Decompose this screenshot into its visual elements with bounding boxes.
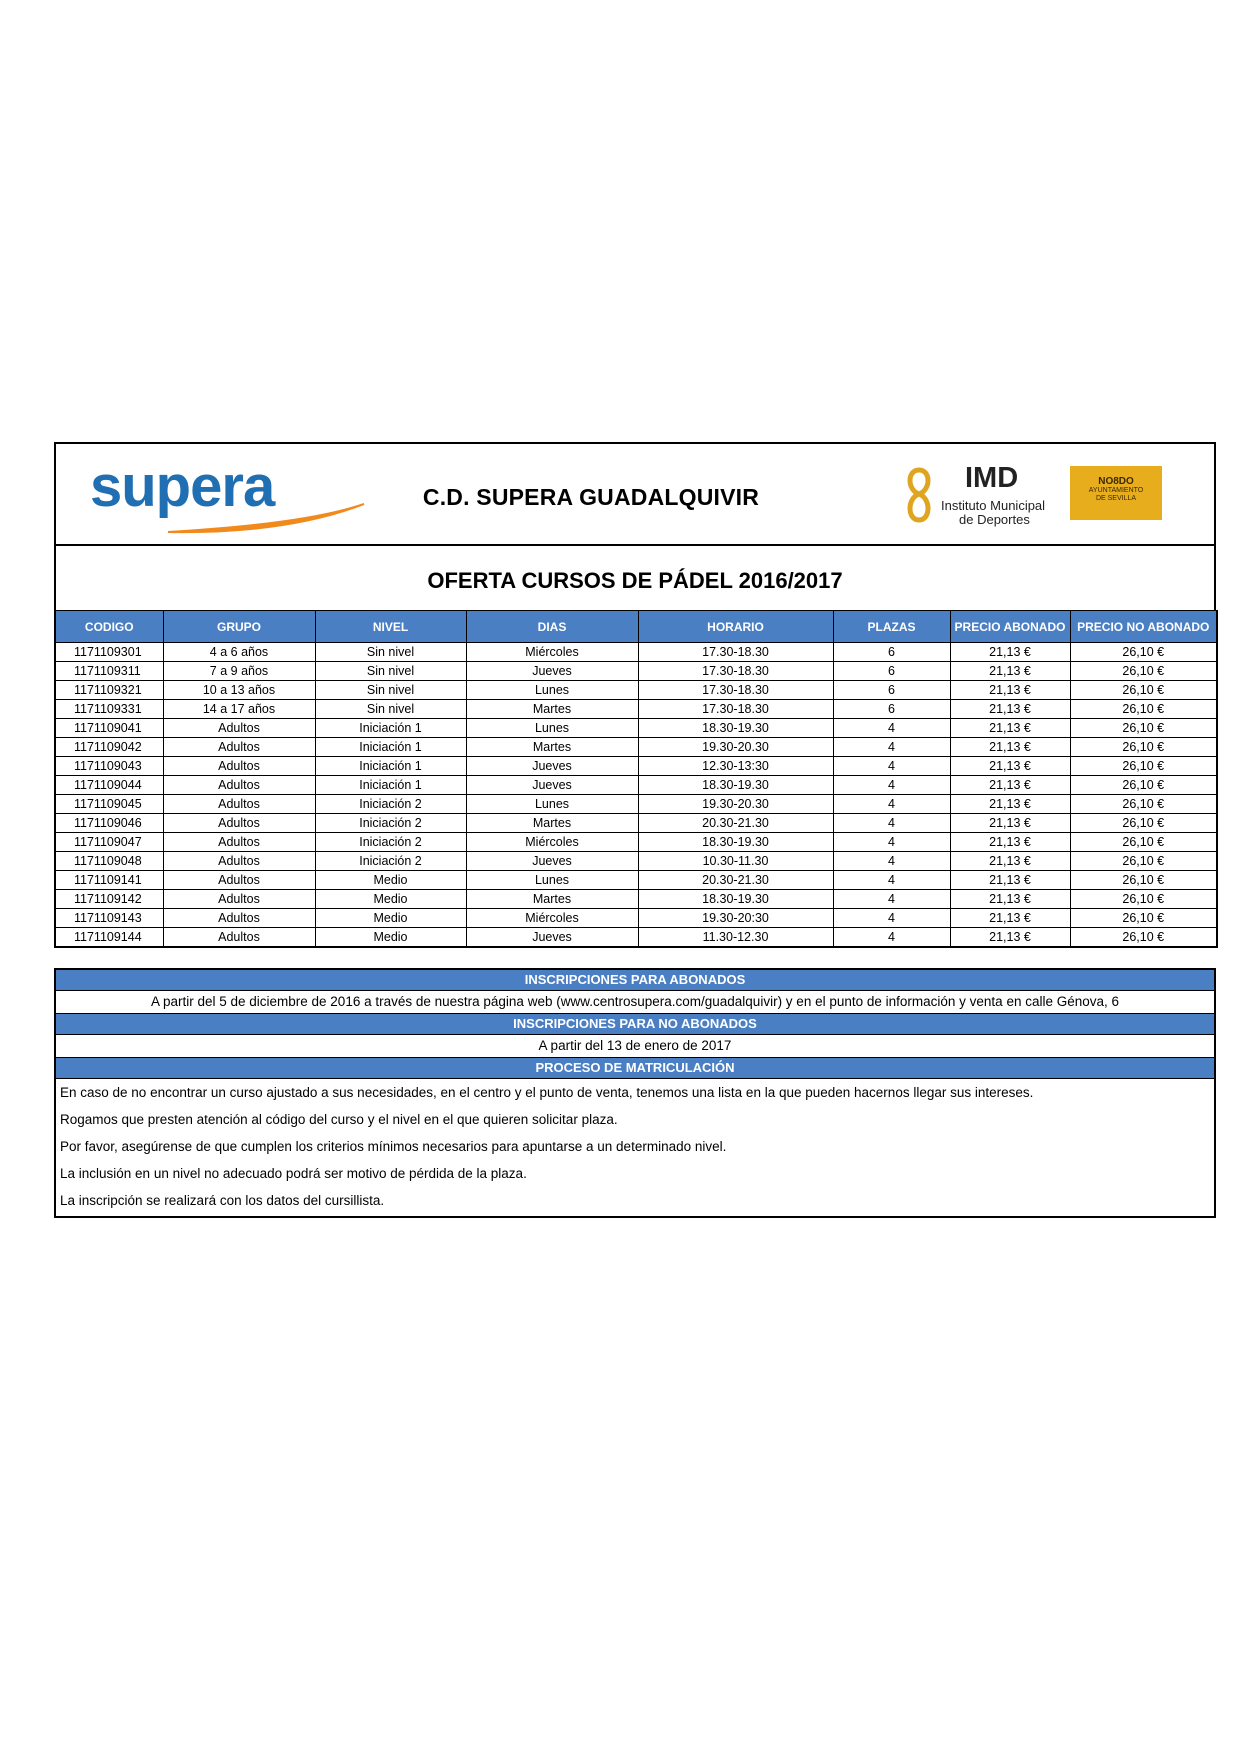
- cell-dias: Lunes: [466, 795, 638, 814]
- cell-horario: 18.30-19.30: [638, 833, 833, 852]
- cell-nivel: Iniciación 2: [315, 852, 466, 871]
- supera-logo: [86, 454, 376, 538]
- cell-nivel: Iniciación 1: [315, 757, 466, 776]
- cell-precio-abonado: 21,13 €: [950, 909, 1070, 928]
- cell-dias: Lunes: [466, 871, 638, 890]
- table-row: [55, 909, 1217, 928]
- cell-nivel: Sin nivel: [315, 681, 466, 700]
- cell-horario: 12.30-13:30: [638, 757, 833, 776]
- cell-plazas: 4: [833, 814, 950, 833]
- cell-grupo: Adultos: [163, 814, 315, 833]
- cell-horario: 18.30-19.30: [638, 776, 833, 795]
- cell-horario: 10.30-11.30: [638, 852, 833, 871]
- proceso-line: Por favor, asegúrense de que cumplen los criterios mínimos necesarios para apuntarse a un determinado nivel.: [60, 1139, 727, 1154]
- cell-precio-abonado: 21,13 €: [950, 719, 1070, 738]
- table-row: [55, 795, 1217, 814]
- column-header: DIAS: [466, 611, 638, 643]
- imd-subtitle-2: de Deportes: [959, 512, 1030, 527]
- cell-horario: 17.30-18.30: [638, 700, 833, 719]
- cell-precio-no-abonado: 26,10 €: [1070, 814, 1217, 833]
- column-header: PLAZAS: [833, 611, 950, 643]
- cell-precio-abonado: 21,13 €: [950, 757, 1070, 776]
- cell-nivel: Iniciación 2: [315, 833, 466, 852]
- cell-plazas: 4: [833, 719, 950, 738]
- cell-precio-abonado: 21,13 €: [950, 681, 1070, 700]
- cell-nivel: Medio: [315, 890, 466, 909]
- table-header-row: [55, 611, 1217, 643]
- cell-nivel: Iniciación 1: [315, 738, 466, 757]
- cell-precio-abonado: 21,13 €: [950, 928, 1070, 948]
- cell-precio-no-abonado: 26,10 €: [1070, 719, 1217, 738]
- cell-horario: 17.30-18.30: [638, 662, 833, 681]
- table-row: [55, 833, 1217, 852]
- cell-precio-no-abonado: 26,10 €: [1070, 833, 1217, 852]
- cell-dias: Miércoles: [466, 643, 638, 662]
- cell-dias: Jueves: [466, 776, 638, 795]
- cell-plazas: 4: [833, 852, 950, 871]
- proceso-line: La inclusión en un nivel no adecuado podrá ser motivo de pérdida de la plaza.: [60, 1166, 527, 1181]
- cell-codigo: 1171109047: [55, 833, 163, 852]
- cell-precio-no-abonado: 26,10 €: [1070, 871, 1217, 890]
- cell-horario: 17.30-18.30: [638, 643, 833, 662]
- cell-precio-no-abonado: 26,10 €: [1070, 852, 1217, 871]
- cell-precio-abonado: 21,13 €: [950, 852, 1070, 871]
- cell-plazas: 4: [833, 757, 950, 776]
- document-sheet: [54, 442, 1216, 1218]
- cell-dias: Jueves: [466, 928, 638, 948]
- cell-codigo: 1171109044: [55, 776, 163, 795]
- cell-plazas: 4: [833, 928, 950, 948]
- cell-nivel: Medio: [315, 928, 466, 948]
- cell-precio-abonado: 21,13 €: [950, 871, 1070, 890]
- cell-nivel: Sin nivel: [315, 643, 466, 662]
- cell-plazas: 6: [833, 662, 950, 681]
- cell-dias: Lunes: [466, 681, 638, 700]
- cell-grupo: Adultos: [163, 890, 315, 909]
- no-abonados-heading: INSCRIPCIONES PARA NO ABONADOS: [56, 1014, 1214, 1035]
- cell-codigo: 1171109042: [55, 738, 163, 757]
- proceso-line: Rogamos que presten atención al código del curso y el nivel en el que quieren solicitar plaza.: [60, 1112, 618, 1127]
- column-header: PRECIO NO ABONADO: [1070, 611, 1217, 643]
- cell-grupo: 14 a 17 años: [163, 700, 315, 719]
- table-row: [55, 852, 1217, 871]
- cell-nivel: Medio: [315, 871, 466, 890]
- cell-dias: Martes: [466, 890, 638, 909]
- cell-grupo: Adultos: [163, 871, 315, 890]
- cell-codigo: 1171109048: [55, 852, 163, 871]
- cell-nivel: Iniciación 2: [315, 795, 466, 814]
- cell-precio-no-abonado: 26,10 €: [1070, 757, 1217, 776]
- supera-logo-text: supera: [90, 454, 275, 519]
- cell-precio-no-abonado: 26,10 €: [1070, 795, 1217, 814]
- column-header: NIVEL: [315, 611, 466, 643]
- table-row: [55, 928, 1217, 948]
- cell-grupo: Adultos: [163, 776, 315, 795]
- table-row: [55, 738, 1217, 757]
- cell-precio-no-abonado: 26,10 €: [1070, 662, 1217, 681]
- cell-grupo: Adultos: [163, 833, 315, 852]
- cell-grupo: Adultos: [163, 757, 315, 776]
- cell-nivel: Iniciación 2: [315, 814, 466, 833]
- column-header: HORARIO: [638, 611, 833, 643]
- cell-precio-abonado: 21,13 €: [950, 890, 1070, 909]
- cell-plazas: 6: [833, 700, 950, 719]
- cell-precio-no-abonado: 26,10 €: [1070, 909, 1217, 928]
- table-row: [55, 776, 1217, 795]
- cell-precio-abonado: 21,13 €: [950, 833, 1070, 852]
- cell-plazas: 4: [833, 833, 950, 852]
- column-header: PRECIO ABONADO: [950, 611, 1070, 643]
- table-row: [55, 681, 1217, 700]
- cell-plazas: 4: [833, 909, 950, 928]
- header-box: [54, 442, 1216, 546]
- cell-horario: 19.30-20.30: [638, 795, 833, 814]
- abonados-heading: INSCRIPCIONES PARA ABONADOS: [56, 970, 1214, 991]
- cell-precio-abonado: 21,13 €: [950, 814, 1070, 833]
- cell-dias: Miércoles: [466, 833, 638, 852]
- cell-grupo: 4 a 6 años: [163, 643, 315, 662]
- cell-grupo: Adultos: [163, 738, 315, 757]
- cell-grupo: Adultos: [163, 719, 315, 738]
- cell-dias: Jueves: [466, 852, 638, 871]
- cell-horario: 19.30-20.30: [638, 738, 833, 757]
- cell-horario: 17.30-18.30: [638, 681, 833, 700]
- cell-dias: Martes: [466, 814, 638, 833]
- imd-title: IMD: [965, 462, 1019, 494]
- cell-nivel: Iniciación 1: [315, 776, 466, 795]
- column-header: GRUPO: [163, 611, 315, 643]
- imd-symbol-icon: [901, 466, 937, 524]
- cell-codigo: 1171109321: [55, 681, 163, 700]
- proceso-line: La inscripción se realizará con los datos del cursillista.: [60, 1193, 385, 1208]
- cell-grupo: Adultos: [163, 928, 315, 948]
- cell-codigo: 1171109301: [55, 643, 163, 662]
- cell-dias: Jueves: [466, 662, 638, 681]
- cell-plazas: 6: [833, 643, 950, 662]
- info-box: [54, 968, 1216, 1218]
- cell-precio-abonado: 21,13 €: [950, 795, 1070, 814]
- cell-horario: 11.30-12.30: [638, 928, 833, 948]
- table-body: [55, 643, 1217, 948]
- cell-nivel: Medio: [315, 909, 466, 928]
- cell-codigo: 1171109041: [55, 719, 163, 738]
- cell-precio-no-abonado: 26,10 €: [1070, 643, 1217, 662]
- club-name: C.D. SUPERA GUADALQUIVIR: [422, 484, 760, 510]
- cell-precio-abonado: 21,13 €: [950, 700, 1070, 719]
- cell-codigo: 1171109141: [55, 871, 163, 890]
- cell-dias: Lunes: [466, 719, 638, 738]
- proceso-list: [56, 1079, 1214, 1216]
- ayuntamiento-logo-line-2: DE SEVILLA: [1095, 495, 1137, 502]
- cell-dias: Miércoles: [466, 909, 638, 928]
- cell-precio-abonado: 21,13 €: [950, 738, 1070, 757]
- cell-precio-no-abonado: 26,10 €: [1070, 700, 1217, 719]
- cell-horario: 18.30-19.30: [638, 890, 833, 909]
- imd-subtitle-1: Instituto Municipal: [941, 498, 1046, 513]
- courses-table: [54, 610, 1218, 948]
- cell-dias: Martes: [466, 700, 638, 719]
- ayuntamiento-logo: [1070, 466, 1162, 520]
- cell-precio-no-abonado: 26,10 €: [1070, 738, 1217, 757]
- abonados-text: A partir del 5 de diciembre de 2016 a través de nuestra página web (www.centrosupera.com/guadalquivir) y en el punto de información y venta en calle Génova, 6: [56, 991, 1214, 1014]
- cell-codigo: 1171109311: [55, 662, 163, 681]
- cell-nivel: Sin nivel: [315, 700, 466, 719]
- cell-codigo: 1171109046: [55, 814, 163, 833]
- cell-codigo: 1171109045: [55, 795, 163, 814]
- cell-precio-abonado: 21,13 €: [950, 662, 1070, 681]
- cell-horario: 20.30-21.30: [638, 871, 833, 890]
- cell-codigo: 1171109144: [55, 928, 163, 948]
- cell-precio-no-abonado: 26,10 €: [1070, 681, 1217, 700]
- cell-grupo: 10 a 13 años: [163, 681, 315, 700]
- table-row: [55, 700, 1217, 719]
- cell-grupo: Adultos: [163, 909, 315, 928]
- cell-dias: Martes: [466, 738, 638, 757]
- cell-precio-abonado: 21,13 €: [950, 643, 1070, 662]
- table-row: [55, 643, 1217, 662]
- cell-grupo: Adultos: [163, 795, 315, 814]
- cell-horario: 20.30-21.30: [638, 814, 833, 833]
- title-box: [54, 546, 1216, 610]
- cell-plazas: 6: [833, 681, 950, 700]
- cell-precio-no-abonado: 26,10 €: [1070, 890, 1217, 909]
- cell-nivel: Sin nivel: [315, 662, 466, 681]
- cell-codigo: 1171109043: [55, 757, 163, 776]
- table-row: [55, 890, 1217, 909]
- table-row: [55, 719, 1217, 738]
- table-row: [55, 871, 1217, 890]
- cell-plazas: 4: [833, 795, 950, 814]
- cell-precio-abonado: 21,13 €: [950, 776, 1070, 795]
- cell-plazas: 4: [833, 871, 950, 890]
- cell-grupo: 7 a 9 años: [163, 662, 315, 681]
- proceso-line: En caso de no encontrar un curso ajustado a sus necesidades, en el centro y el punto de venta, tenemos una lista en la que pueden hacernos llegar sus intereses.: [60, 1085, 1034, 1100]
- table-row: [55, 757, 1217, 776]
- cell-codigo: 1171109331: [55, 700, 163, 719]
- cell-horario: 19.30-20:30: [638, 909, 833, 928]
- column-header: CODIGO: [55, 611, 163, 643]
- cell-precio-no-abonado: 26,10 €: [1070, 928, 1217, 948]
- page-title: OFERTA CURSOS DE PÁDEL 2016/2017: [427, 568, 843, 593]
- table-row: [55, 662, 1217, 681]
- cell-codigo: 1171109142: [55, 890, 163, 909]
- cell-precio-no-abonado: 26,10 €: [1070, 776, 1217, 795]
- ayuntamiento-logo-motto: NO8DO: [1098, 476, 1134, 487]
- cell-nivel: Iniciación 1: [315, 719, 466, 738]
- proceso-heading: PROCESO DE MATRICULACIÓN: [56, 1058, 1214, 1079]
- cell-horario: 18.30-19.30: [638, 719, 833, 738]
- cell-codigo: 1171109143: [55, 909, 163, 928]
- table-row: [55, 814, 1217, 833]
- cell-plazas: 4: [833, 890, 950, 909]
- cell-plazas: 4: [833, 738, 950, 757]
- imd-logo: [901, 462, 1061, 528]
- cell-plazas: 4: [833, 776, 950, 795]
- cell-grupo: Adultos: [163, 852, 315, 871]
- ayuntamiento-logo-line-1: AYUNTAMIENTO: [1088, 487, 1144, 494]
- no-abonados-text: A partir del 13 de enero de 2017: [56, 1035, 1214, 1058]
- cell-dias: Jueves: [466, 757, 638, 776]
